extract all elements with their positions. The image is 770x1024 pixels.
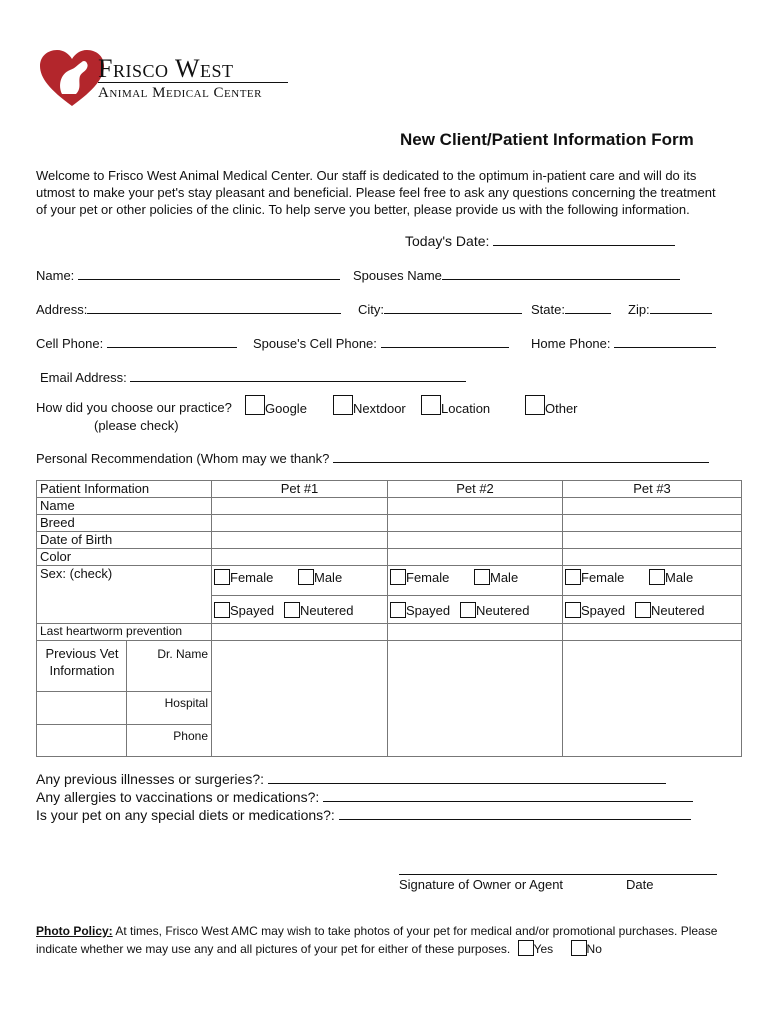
checkbox-location[interactable] [421,395,441,415]
photo-policy-line2 [36,940,602,956]
option-other-label: Other [545,401,578,416]
pet1-neutered-label: Neutered [300,603,354,618]
pet2-male-checkbox[interactable] [474,569,490,585]
pet1-heartworm-cell[interactable] [212,624,388,641]
row-label-name: Name [37,498,212,515]
pet1-header: Pet #1 [212,481,388,498]
spouses-name-label: Spouses Name [353,268,442,283]
pet1-spayed-checkbox[interactable] [214,602,230,618]
prev-vet-cell [37,641,212,757]
patient-info-table [36,480,742,757]
pet3-neutered-checkbox[interactable] [635,602,651,618]
photo-policy-text2: indicate whether we may use any and all pictures of your pet for either of these purposes. [36,942,511,956]
pet1-spayed-label: Spayed [230,603,275,618]
vet-hospital-label: Hospital [164,696,208,710]
option-nextdoor-label: Nextdoor [353,401,406,416]
photo-policy-text1: At times, Frisco West AMC may wish to take photos of your pet for medical and/or promotional purchases. Please [112,924,718,938]
vet-phone-label: Phone [173,729,208,743]
pet3-spayed-checkbox[interactable] [565,602,581,618]
pet2-color-cell[interactable] [388,549,563,566]
question-diets[interactable] [36,807,691,823]
photo-no-label: No [586,942,602,956]
row-label-sex: Sex: (check) [37,566,212,624]
pet1-color-cell[interactable] [212,549,388,566]
zip-label: Zip: [628,302,650,317]
pet2-neutered-checkbox[interactable] [460,602,476,618]
spouses-name-field[interactable] [353,268,680,283]
checkbox-google[interactable] [245,395,265,415]
pet3-header: Pet #3 [563,481,742,498]
question-diets-label: Is your pet on any special diets or medications?: [36,807,335,823]
option-location[interactable] [421,395,490,416]
pet1-dob-cell[interactable] [212,532,388,549]
address-field[interactable] [36,302,341,317]
welcome-paragraph: Welcome to Frisco West Animal Medical Center. Our staff is dedicated to the optimum in-patient care and will do its utmost to make your pet's stay pleasant and beneficial. Please feel free to ask any questions concerning the treatment of your pet or other policies of the clinic. To help serve you better, please provide us with the following information. [36,168,716,217]
pet2-spayed-label: Spayed [406,603,451,618]
pet3-name-cell[interactable] [563,498,742,515]
pet3-female-label: Female [581,570,625,585]
signature-date-label: Date [626,877,654,892]
heart-pet-icon [40,50,104,108]
pet2-spayed-checkbox[interactable] [390,602,406,618]
option-nextdoor[interactable] [333,395,406,416]
pet2-neutered-label: Neutered [476,603,530,618]
pet1-female-label: Female [230,570,274,585]
logo-name-line2: Animal Medical Center [98,85,262,101]
pet3-neutered-label: Neutered [651,603,705,618]
pet1-name-cell[interactable] [212,498,388,515]
pet3-color-cell[interactable] [563,549,742,566]
pet1-sex-cell [212,566,388,624]
pet2-header: Pet #2 [388,481,563,498]
logo-name-line1: Frisco West [98,54,234,83]
pet3-spayed-label: Spayed [581,603,626,618]
pet2-breed-cell[interactable] [388,515,563,532]
pet2-sex-cell [388,566,563,624]
signature-owner-label: Signature of Owner or Agent [399,877,564,892]
photo-yes-checkbox[interactable] [518,940,534,956]
question-illnesses-label: Any previous illnesses or surgeries?: [36,771,264,787]
photo-no-checkbox[interactable] [571,940,587,956]
pet3-male-label: Male [665,570,694,585]
home-phone-label: Home Phone: [531,336,611,351]
row-label-color: Color [37,549,212,566]
pet3-breed-cell[interactable] [563,515,742,532]
prev-vet-label: Previous Vet Information [45,646,119,678]
name-field[interactable] [36,268,340,283]
vet-drname-label: Dr. Name [157,647,208,661]
zip-field[interactable] [628,302,712,317]
question-illnesses[interactable] [36,771,666,787]
photo-policy-line1 [36,924,717,938]
state-label: State: [531,302,565,317]
option-google[interactable] [245,395,307,416]
spouse-cell-label: Spouse's Cell Phone: [253,336,377,351]
photo-policy-label: Photo Policy: [36,924,113,938]
option-google-label: Google [265,401,307,416]
checkbox-other[interactable] [525,395,545,415]
photo-yes-label: Yes [533,942,554,956]
row-label-heartworm: Last heartworm prevention [37,624,212,641]
pet1-neutered-checkbox[interactable] [284,602,300,618]
pet3-female-checkbox[interactable] [565,569,581,585]
pet2-male-label: Male [490,570,519,585]
pet1-breed-cell[interactable] [212,515,388,532]
question-allergies[interactable] [36,789,693,805]
email-label: Email Address: [40,370,127,385]
pet1-female-checkbox[interactable] [214,569,230,585]
checkbox-nextdoor[interactable] [333,395,353,415]
pet2-heartworm-cell[interactable] [388,624,563,641]
pet3-sex-cell [563,566,742,624]
signature-line[interactable] [399,874,717,875]
spouse-cell-field[interactable] [253,336,509,351]
todays-date-label: Today's Date: [405,233,490,249]
pet2-dob-cell[interactable] [388,532,563,549]
pet3-dob-cell[interactable] [563,532,742,549]
address-label: Address: [36,302,88,317]
city-label: City: [358,302,384,317]
pet1-male-label: Male [314,570,343,585]
email-field[interactable] [40,370,466,385]
state-field[interactable] [531,302,611,317]
home-phone-field[interactable] [531,336,716,351]
pet3-male-checkbox[interactable] [649,569,665,585]
pet3-heartworm-cell[interactable] [563,624,742,641]
question-allergies-label: Any allergies to vaccinations or medications?: [36,789,320,805]
recommendation-label: Personal Recommendation (Whom may we thank? [36,451,330,466]
name-label: Name: [36,268,75,283]
option-location-label: Location [441,401,491,416]
row-label-breed: Breed [37,515,212,532]
pet2-female-label: Female [406,570,450,585]
patient-info-header: Patient Information [37,481,212,498]
pet2-female-checkbox[interactable] [390,569,406,585]
recommendation-field[interactable] [36,451,709,466]
pet2-vet-cell[interactable] [388,641,563,757]
pet3-vet-cell[interactable] [563,641,742,757]
city-field[interactable] [358,302,522,317]
clinic-logo [40,50,300,110]
todays-date-field[interactable] [405,233,675,249]
row-label-dob: Date of Birth [37,532,212,549]
practice-hint: (please check) [94,418,179,433]
cell-phone-field[interactable] [36,336,237,351]
pet1-male-checkbox[interactable] [298,569,314,585]
pet1-vet-cell[interactable] [212,641,388,757]
form-title: New Client/Patient Information Form [400,130,694,149]
pet2-name-cell[interactable] [388,498,563,515]
cell-phone-label: Cell Phone: [36,336,104,351]
practice-question: How did you choose our practice? [36,400,232,415]
option-other[interactable] [525,395,578,416]
